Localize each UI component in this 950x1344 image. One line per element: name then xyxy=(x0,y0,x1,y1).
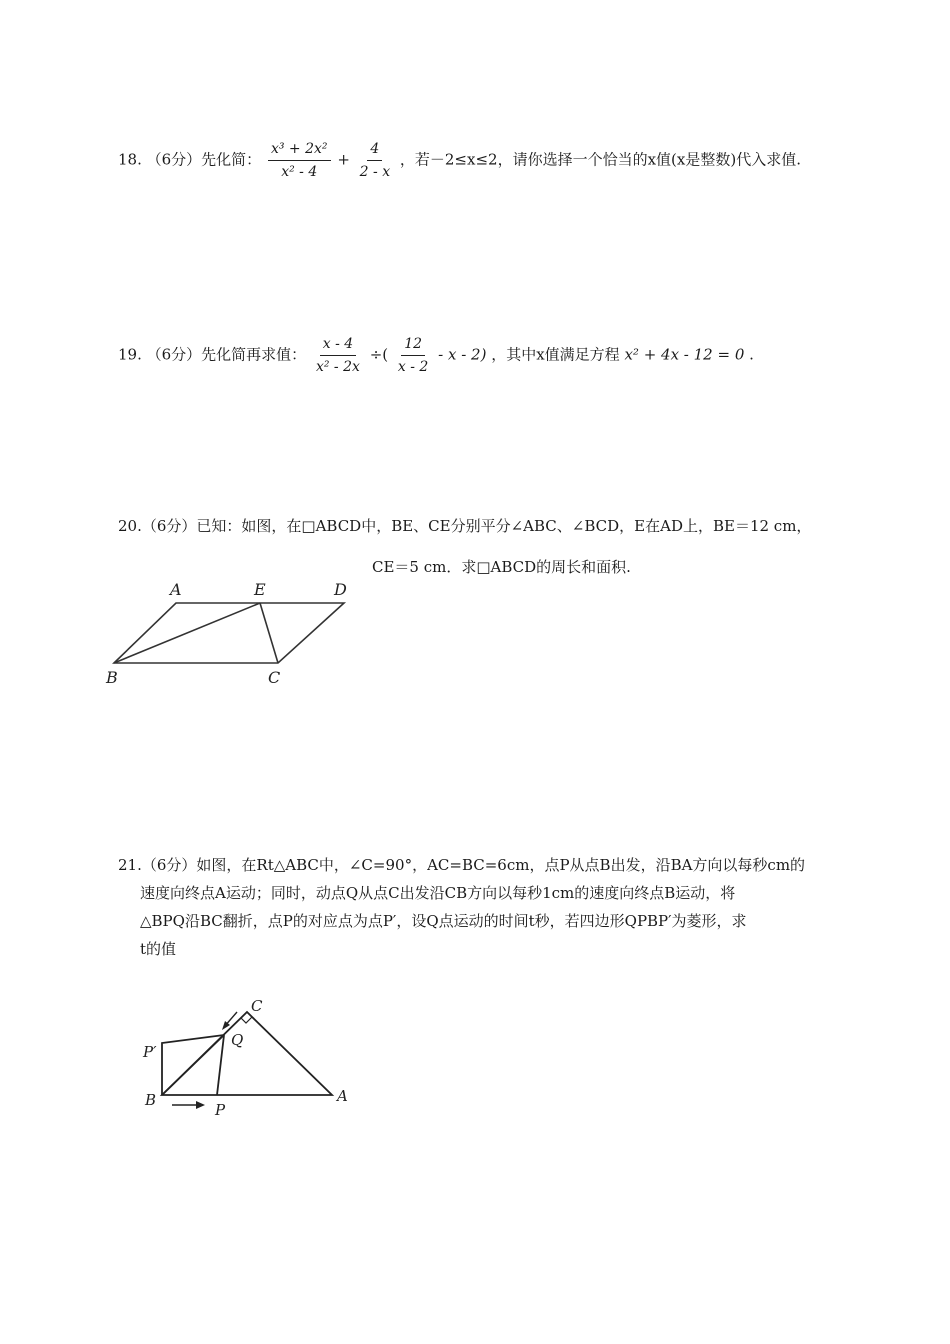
q19-frac2-denominator: x - 2 xyxy=(397,359,429,375)
arrow-p-head xyxy=(196,1101,205,1109)
question-19 xyxy=(118,335,754,376)
label-c: C xyxy=(251,997,263,1015)
q21-line-2: 速度向终点A运动；同时，动点Q从点C出发沿CB方向以每秒1cm的速度向终点B运动，将 xyxy=(140,884,736,902)
q19-fraction-2 xyxy=(395,335,431,376)
q18-frac1-denominator: x² - 4 xyxy=(281,164,318,180)
q21-line-3: △BPQ沿BC翻折，点P的对应点为点P′，设Q点运动的时间t秒，若四边形QPBP′为菱形，求 xyxy=(140,912,747,930)
label-p-prime: P′ xyxy=(143,1043,157,1061)
question-18 xyxy=(118,140,801,181)
q19-frac2-numerator: 12 xyxy=(401,335,425,356)
q20-line-1: 20.（6分）已知：如图，在□ABCD中，BE、CE分别平分∠ABC、∠BCD，E在AD上，BE＝12 cm， xyxy=(118,517,812,535)
q18-fraction-1 xyxy=(268,140,331,181)
q18-number: 18. xyxy=(118,150,142,169)
label-c: C xyxy=(268,668,281,687)
q19-lead: （6分）先化简再求值： xyxy=(146,345,307,364)
q18-lead: （6分）先化简： xyxy=(146,150,262,169)
q19-fraction-1 xyxy=(313,335,363,376)
segment-qp xyxy=(217,1035,224,1095)
q20-line-2: CE＝5 cm．求□ABCD的周长和面积. xyxy=(372,558,631,576)
segment-bq xyxy=(162,1035,224,1095)
q19-equation: x² + 4x - 12 = 0 xyxy=(624,345,745,364)
label-a: A xyxy=(170,580,182,599)
right-angle-mark xyxy=(241,1017,252,1023)
q19-mid: - x - 2) xyxy=(438,345,487,364)
q19-frac1-denominator: x² - 2x xyxy=(315,359,360,375)
q21-triangle-figure xyxy=(135,995,365,1125)
label-b: B xyxy=(106,668,118,687)
label-d: D xyxy=(334,580,347,599)
q21-line-1: 21.（6分）如图，在Rt△ABC中，∠C=90°，AC=BC=6cm，点P从点B出发，沿BA方向以每秒cm的 xyxy=(118,856,806,874)
q19-frac1-numerator: x - 4 xyxy=(320,335,356,356)
q19-number: 19. xyxy=(118,345,142,364)
q18-frac2-numerator: 4 xyxy=(367,140,382,161)
q18-frac2-denominator: 2 - x xyxy=(359,164,391,180)
label-a: A xyxy=(337,1087,348,1105)
q18-plus: + xyxy=(337,150,350,169)
segment-ce xyxy=(260,603,278,663)
q18-tail: ，若－2≤x≤2，请你选择一个恰当的x值(x是整数)代入求值. xyxy=(399,150,801,169)
q20-parallelogram-figure xyxy=(100,575,360,695)
label-q: Q xyxy=(231,1031,244,1049)
parallelogram-abcd xyxy=(114,603,344,663)
q21-line-4: t的值 xyxy=(140,940,177,958)
q19-tail: ，其中x值满足方程 xyxy=(491,345,620,364)
label-b: B xyxy=(145,1091,157,1109)
label-e: E xyxy=(254,580,266,599)
q19-end: . xyxy=(749,345,754,364)
q18-frac1-numerator: x³ + 2x² xyxy=(268,140,331,161)
segment-be xyxy=(114,603,260,663)
label-p: P xyxy=(215,1101,226,1119)
q18-fraction-2 xyxy=(357,140,393,181)
q19-divide: ÷( xyxy=(369,345,389,364)
triangle-abc xyxy=(162,1012,332,1095)
